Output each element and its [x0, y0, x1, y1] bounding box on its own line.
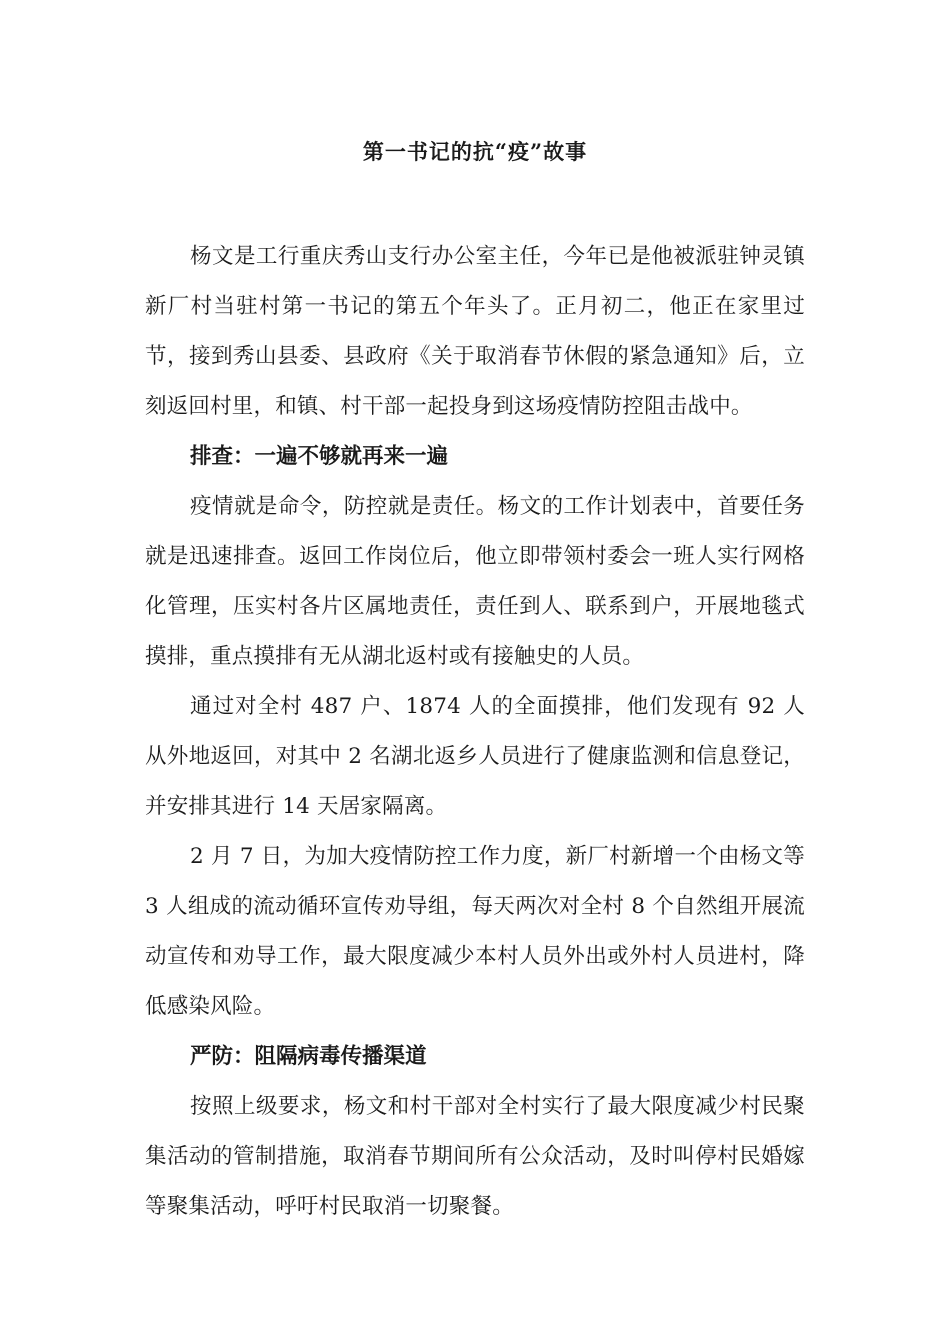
paragraph-statistics: 通过对全村 487 户、1874 人的全面摸排，他们发现有 92 人从外地返回，对其中 2 名湖北返乡人员进行了健康监测和信息登记，并安排其进行 14 天居家隔离。 [145, 694, 805, 819]
section-heading-prevention: 严防：阻隔病毒传播渠道 [190, 1044, 427, 1069]
paragraph-prevention: 按照上级要求，杨文和村干部对全村实行了最大限度减少村民聚集活动的管制措施，取消春节期间所有公众活动，及时叫停村民婚嫁等聚集活动，呼吁村民取消一切聚餐。 [145, 1094, 805, 1219]
section-heading-investigation: 排查：一遍不够就再来一遍 [190, 444, 449, 469]
document-body [145, 232, 805, 1232]
paragraph-propaganda-group: 2 月 7 日，为加大疫情防控工作力度，新厂村新增一个由杨文等 3 人组成的流动循环宣传劝导组，每天两次对全村 8 个自然组开展流动宣传和劝导工作，最大限度减少本村人员外出或外村人员进村，降低感染风险。 [145, 844, 805, 1019]
paragraph-investigation: 疫情就是命令，防控就是责任。杨文的工作计划表中，首要任务就是迅速排查。返回工作岗位后，他立即带领村委会一班人实行网格化管理，压实村各片区属地责任，责任到人、联系到户，开展地毯式摸排，重点摸排有无从湖北返村或有接触史的人员。 [145, 494, 805, 669]
paragraph-intro: 杨文是工行重庆秀山支行办公室主任，今年已是他被派驻钟灵镇新厂村当驻村第一书记的第五个年头了。正月初二，他正在家里过节，接到秀山县委、县政府《关于取消春节休假的紧急通知》后，立刻返回村里，和镇、村干部一起投身到这场疫情防控阻击战中。 [145, 244, 805, 419]
document-title: 第一书记的抗“疫”故事 [362, 139, 588, 164]
